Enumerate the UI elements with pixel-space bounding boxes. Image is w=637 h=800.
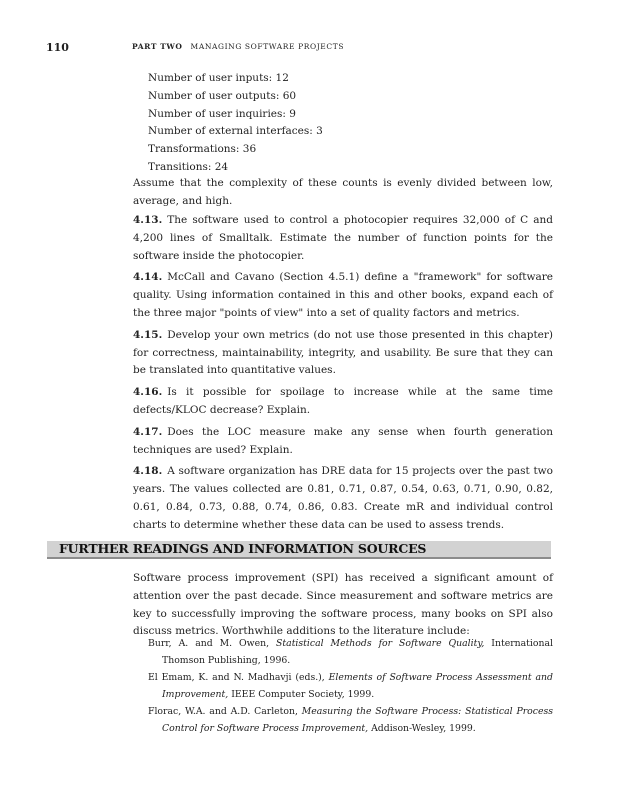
page-header bbox=[46, 41, 597, 55]
reference-list bbox=[148, 636, 553, 738]
exercise-text: Is it possible for spoilage to increase while at the same time defects/KLOC decrease? Explain. bbox=[133, 386, 553, 416]
exercise-list bbox=[133, 212, 553, 539]
page-number: 110 bbox=[46, 41, 69, 54]
ref-publisher: IEEE Computer Society, 1999. bbox=[231, 688, 375, 700]
readings-intro bbox=[133, 570, 553, 641]
exercise-text: The software used to control a photocopier requires 32,000 of C and 4,200 lines of Smalltalk. Estimate the number of function points for the software inside the photocopier. bbox=[133, 214, 553, 262]
ref-title: Elements of Software Process Assessment and Improvement, bbox=[162, 672, 553, 700]
ref-publisher: International Thomson Publishing, 1996. bbox=[162, 638, 553, 666]
section-heading-bar bbox=[47, 541, 551, 559]
exercise-number: 4.16. bbox=[133, 386, 163, 399]
exercise-text: McCall and Cavano (Section 4.5.1) define a "framework" for software quality. Using information contained in this and other books, expand each of the three major "points of view" into a set of quality factors and metrics. bbox=[133, 271, 553, 319]
exercise-number: 4.18. bbox=[133, 465, 163, 478]
ref-title: Measuring the Software Process: Statistical Process Control for Software Process Improvement, bbox=[162, 706, 553, 734]
count-item: Number of user outputs: 60 bbox=[148, 89, 297, 102]
exercise-text: Does the LOC measure make any sense when fourth generation techniques are used? Explain. bbox=[133, 425, 553, 456]
chapter-label: MANAGING SOFTWARE PROJECTS bbox=[190, 42, 345, 51]
ref-title: Statistical Methods for Software Quality, bbox=[276, 638, 485, 649]
exercise-text: A software organization has DRE data for 15 projects over the past two years. The values collected are 0.81, 0.71, 0.87, 0.54, 0.63, 0.71, 0.90, 0.82, 0.61, 0.84, 0.73, 0.88, 0.74, 0.86, 0.83. Create mR and individual control charts to determine whether these data can be used to assess trends. bbox=[133, 465, 553, 531]
count-item: Number of user inputs: 12 bbox=[148, 72, 289, 84]
exercise-4-13 bbox=[133, 212, 553, 265]
reference-item bbox=[148, 704, 553, 737]
exercise-number: 4.14. bbox=[133, 271, 163, 284]
ref-publisher: Addison-Wesley, 1999. bbox=[371, 722, 476, 734]
assume-paragraph: Assume that the complexity of these counts is evenly divided between low, average, and high. bbox=[133, 177, 553, 207]
intro-paragraph: Software process improvement (SPI) has received a significant amount of attention over the past decade. Since measurement and software metrics are key to successfully improving the software process, many books on SPI also discuss metrics. Worthwhile additions to the literature include: bbox=[133, 572, 553, 638]
count-list bbox=[148, 70, 323, 177]
section-title: FURTHER READINGS AND INFORMATION SOURCES bbox=[59, 541, 427, 556]
exercise-number: 4.15. bbox=[133, 328, 163, 341]
running-head bbox=[132, 42, 344, 51]
count-item: Number of user inquiries: 9 bbox=[148, 107, 296, 120]
exercise-4-17 bbox=[133, 424, 553, 460]
exercise-4-14 bbox=[133, 269, 553, 322]
ref-authors: Burr, A. and M. Owen, bbox=[148, 638, 270, 649]
part-label: PART TWO bbox=[132, 42, 183, 51]
reference-item bbox=[148, 670, 553, 703]
ref-authors: El Emam, K. and N. Madhavji (eds.), bbox=[148, 672, 325, 683]
exercise-4-16 bbox=[133, 384, 553, 420]
exercise-text: Develop your own metrics (do not use those presented in this chapter) for correctness, maintainability, integrity, and usability. Be sure that they can be translated into quantitative values. bbox=[133, 328, 553, 377]
exercise-4-18 bbox=[133, 463, 553, 534]
exercise-number: 4.13. bbox=[133, 214, 163, 226]
count-item: Transformations: 36 bbox=[148, 143, 257, 156]
count-item: Number of external interfaces: 3 bbox=[148, 125, 323, 138]
exercise-4-15 bbox=[133, 327, 553, 380]
exercise-number: 4.17. bbox=[133, 425, 163, 438]
ref-authors: Florac, W.A. and A.D. Carleton, bbox=[148, 706, 298, 717]
reference-item bbox=[148, 636, 553, 669]
count-item: Transitions: 24 bbox=[148, 160, 229, 173]
